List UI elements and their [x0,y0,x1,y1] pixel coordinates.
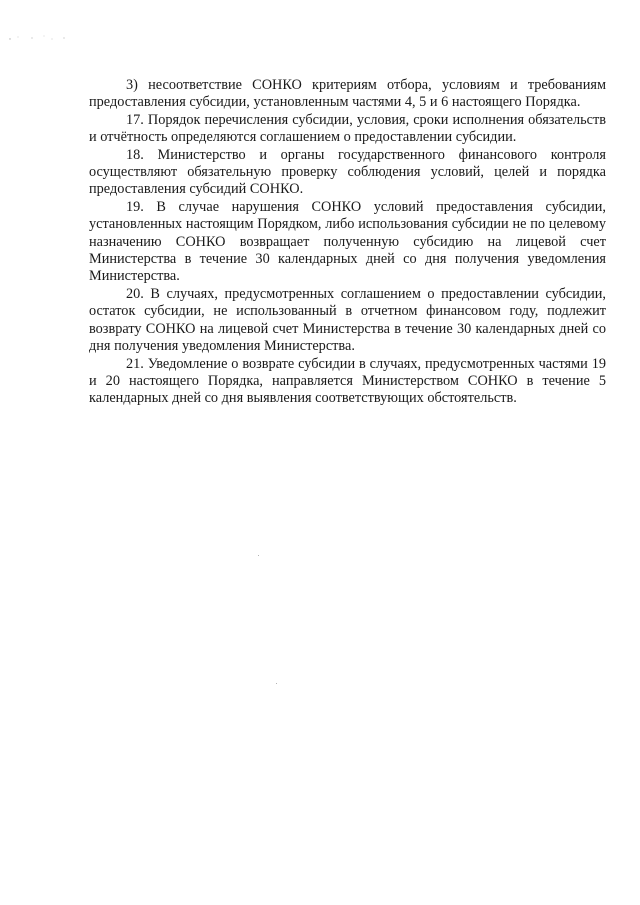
document-body [89,77,606,408]
paragraph-16-item-3: 3) несоответствие СОНКО критериям отбора, условиям и требованиям предоставления субсидии, установленным частями 4, 5 и 6 настоящего Порядка. [89,77,606,111]
scan-artifact-marks [8,34,66,42]
paragraph-18: 18. Министерство и органы государственного финансового контроля осуществляют обязательную проверку соблюдения условий, целей и порядка предоставления субсидий СОНКО. [89,146,606,198]
paragraph-20: 20. В случаях, предусмотренных соглашением о предоставлении субсидии, остаток субсидии, не использованный в отчетном финансовом году, подлежит возврату СОНКО на лицевой счет Министерства в течение 30 календарных дней со дня получения уведомления Министерства. [89,285,606,355]
paragraph-19: 19. В случае нарушения СОНКО условий предоставления субсидии, установленных настоящим Порядком, либо использования субсидии не по целевому назначению СОНКО возвращает полученную субсидию на лицевой счет Министерства в течение 30 календарных дней со дня получения уведомления Министерства. [89,198,606,285]
scan-speck [258,555,259,556]
paragraph-21: 21. Уведомление о возврате субсидии в случаях, предусмотренных частями 19 и 20 настоящего Порядка, направляется Министерством СОНКО в течение 5 календарных дней со дня выявления соответствующих обстоятельств. [89,355,606,407]
paragraph-17: 17. Порядок перечисления субсидии, условия, сроки исполнения обязательств и отчётность определяются соглашением о предоставлении субсидии. [89,111,606,146]
scan-speck [276,683,277,684]
